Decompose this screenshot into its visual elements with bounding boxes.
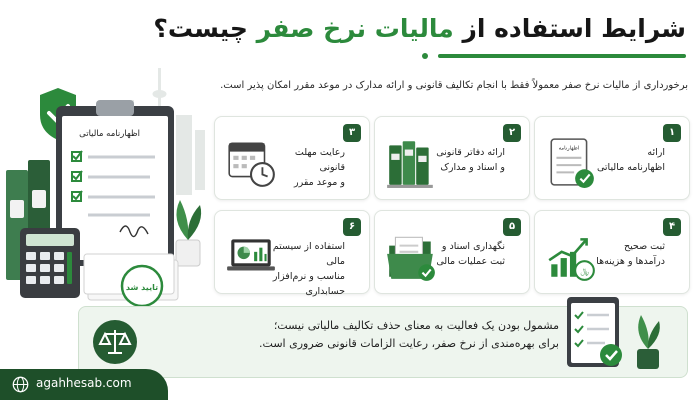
step-card-2	[374, 116, 530, 200]
step-label	[267, 239, 345, 299]
tax-form-label: اظهارنامه	[558, 145, 580, 152]
stamp-text: تایید شد	[125, 283, 159, 292]
step-number: ۴	[663, 218, 681, 236]
step-label-line1: ارائه دفاتر قانونی	[436, 147, 505, 158]
step-number: ۲	[503, 124, 521, 142]
title-part1: شرایط استفاده از	[462, 14, 686, 43]
step-card-6	[214, 210, 370, 297]
folder-icon	[385, 229, 437, 283]
step-number: ۵	[503, 218, 521, 236]
step-number: ۳	[343, 124, 361, 142]
checklist-plant-illustration	[559, 293, 669, 377]
globe-icon	[12, 376, 29, 393]
step-label-line1: استفاده از سیستم مالی	[272, 241, 345, 267]
step-label-line2: ثبت عملیات مالی	[436, 256, 505, 267]
step-card-3	[214, 116, 370, 200]
step-label-line1: ثبت صحیح	[623, 241, 665, 252]
footer-bar	[0, 369, 168, 400]
binders-icon	[385, 135, 437, 189]
step-label	[267, 145, 345, 190]
step-number: ۶	[343, 218, 361, 236]
step-number: ۱	[663, 124, 681, 142]
step-label-line1: رعایت مهلت قانونی	[294, 147, 345, 173]
note-text	[109, 317, 559, 353]
approved-stamp	[122, 266, 162, 306]
page-title	[126, 8, 686, 50]
title-underline	[438, 54, 686, 58]
step-label-line2: و موعد مقرر	[293, 177, 345, 188]
checklist-icon	[567, 297, 622, 367]
calendar-clock-icon	[225, 135, 277, 189]
step-card-5	[374, 210, 530, 294]
note-line2: برای بهره‌مندی از نرخ صفر، رعایت الزامات قانونی ضروری است.	[259, 337, 559, 350]
title-dot	[422, 53, 428, 59]
step-card-1	[534, 116, 690, 200]
plant-icon	[176, 200, 201, 266]
step-label-line2: درآمدها و هزینه‌ها	[596, 256, 665, 267]
step-label	[587, 239, 665, 269]
site-link[interactable]: agahhesab.com	[36, 376, 132, 390]
svg-text:﷼: ﷼	[580, 266, 589, 276]
growth-chart-icon	[545, 229, 597, 283]
clipboard-title: اظهارنامه مالیاتی	[79, 129, 140, 139]
step-label-line1: ارائه	[647, 147, 665, 158]
step-label	[587, 145, 665, 175]
step-card-4	[534, 210, 690, 294]
title-part2: چیست؟	[153, 14, 248, 43]
intro-text: برخورداری از مالیات نرخ صفر معمولاً فقط با انجام تکالیف قانونی و ارائه مدارک در موعد مقرر امکان پذیر است.	[220, 80, 688, 91]
laptop-chart-icon	[225, 229, 277, 283]
calculator-icon	[20, 228, 80, 298]
step-label-line2: مناسب و نرم‌افزار حسابداری	[272, 271, 345, 297]
tax-form-icon	[545, 135, 597, 189]
step-label	[427, 239, 505, 269]
step-label-line2: اظهارنامه مالیاتی	[596, 162, 665, 173]
title-highlight: مالیات نرخ صفر	[256, 14, 454, 43]
step-label-line1: نگهداری اسناد و	[441, 241, 505, 252]
plant-icon	[637, 315, 660, 369]
note-box	[78, 306, 688, 378]
note-line1: مشمول بودن یک فعالیت به معنای حذف تکالیف مالیاتی نیست؛	[273, 319, 559, 332]
tax-illustration	[0, 60, 215, 310]
step-label	[427, 145, 505, 175]
step-label-line2: و اسناد و مدارک	[440, 162, 505, 173]
